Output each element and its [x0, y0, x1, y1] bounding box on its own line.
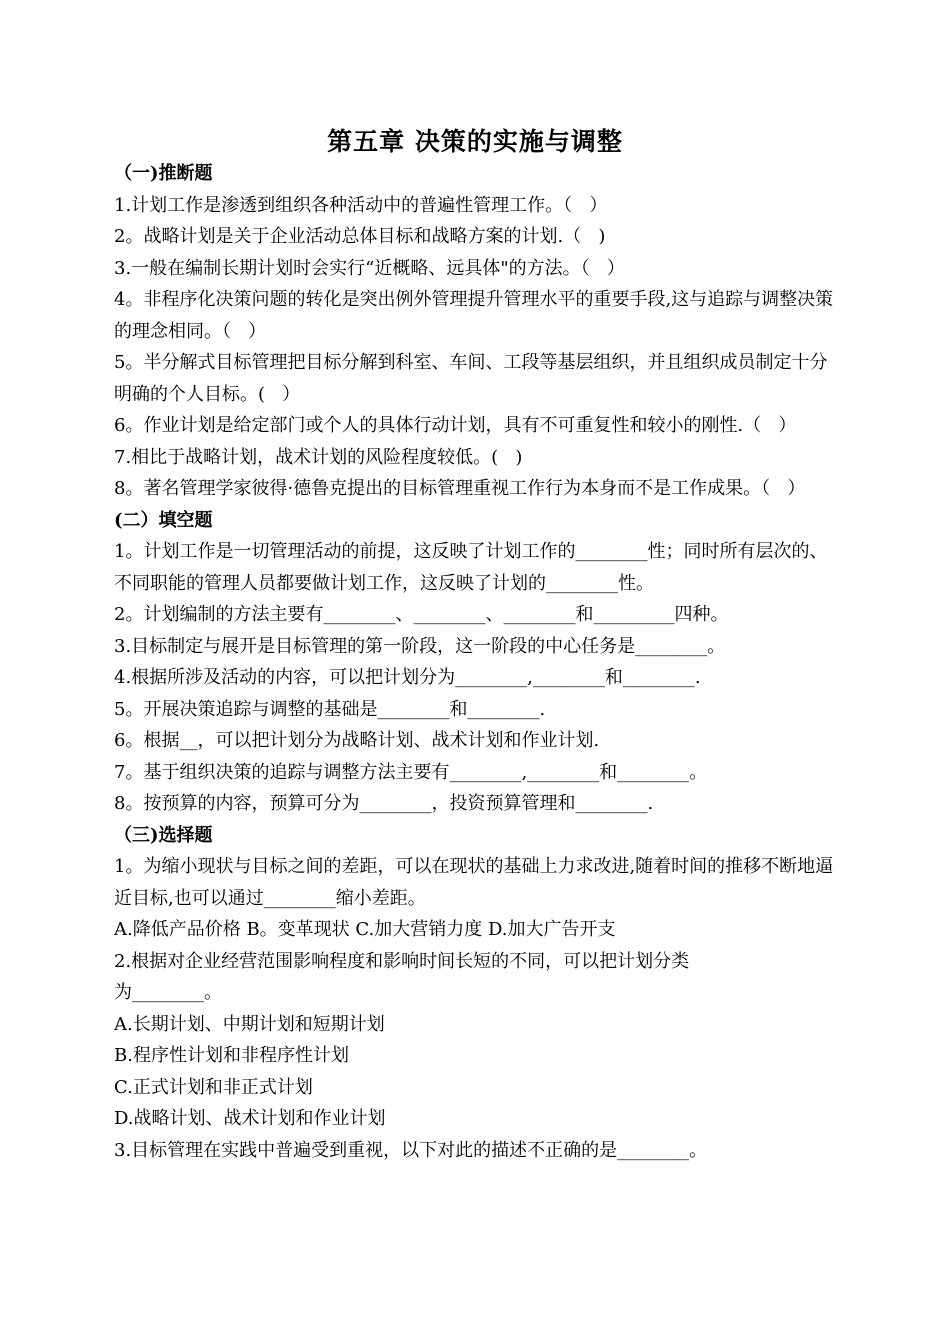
question-item: 3.目标制定与展开是目标管理的第一阶段，这一阶段的中心任务是________。: [114, 635, 726, 657]
question-item: 4.根据所涉及活动的内容，可以把计划分为________,________和________.: [114, 667, 701, 688]
question-item: 1。为缩小现状与目标之间的差距，可以在现状的基础上力求改进,随着时间的推移不断地逼近目标,也可以通过________缩小差距。: [114, 856, 834, 909]
answer-options: A.降低产品价格 B。变革现状 C.加大营销力度 D.加大广告开支: [114, 919, 616, 940]
question-item: 2.根据对企业经营范围影响程度和影响时间长短的不同，可以把计划分类: [114, 950, 690, 972]
question-item: 3.一般在编制长期计划时会实行“近概略、远具体"的方法。（ ）: [114, 257, 625, 279]
question-item: 2。战略计划是关于企业活动总体目标和战略方案的计划.（ ): [114, 226, 606, 247]
question-item: 为________。: [114, 982, 222, 1003]
page-title: 第五章 决策的实施与调整: [327, 127, 623, 156]
question-item: 2。计划编制的方法主要有________、________、________和_________四种。: [114, 604, 729, 625]
question-item: 5。半分解式目标管理把目标分解到科室、车间、工段等基层组织，并且组织成员制定十分明确的个人目标。( ）: [114, 352, 828, 405]
document-body: [114, 158, 840, 1166]
answer-option: B.程序性计划和非程序性计划: [114, 1045, 349, 1066]
question-item: 7。基于组织决策的追踪与调整方法主要有________,________和________。: [114, 761, 708, 783]
answer-option: D.战略计划、战术计划和作业计划: [114, 1108, 386, 1129]
answer-option: A.长期计划、中期计划和短期计划: [114, 1013, 385, 1035]
section-heading-true-false: （一)推断题: [114, 163, 213, 184]
question-item: 4。非程序化决策问题的转化是突出例外管理提升管理水平的重要手段,这与追踪与调整决策的理念相同。（ ）: [114, 289, 834, 342]
question-item: 8。著名管理学家彼得·德鲁克提出的目标管理重视工作行为本身而不是工作成果。（ ）: [114, 478, 806, 499]
section-heading-fill-blank: (二）填空题: [114, 509, 213, 531]
question-item: 7.相比于战略计划，战术计划的风险程度较低。( ): [114, 446, 523, 468]
question-item: 5。开展决策追踪与调整的基础是________和________.: [114, 698, 546, 720]
question-item: 1.计划工作是渗透到组织各种活动中的普遍性管理工作。（ ）: [114, 194, 608, 216]
question-item: 1。计划工作是一切管理活动的前提，这反映了计划工作的________性；同时所有层次的、不同职能的管理人员都要做计划工作，这反映了计划的________性。: [114, 541, 828, 594]
question-item: 8。按预算的内容，预算可分为________，投资预算管理和________.: [114, 793, 654, 814]
question-item: 6。根据__，可以把计划分为战略计划、战术计划和作业计划.: [114, 730, 600, 751]
section-heading-multiple-choice: （三)选择题: [114, 824, 213, 846]
question-item: 3.目标管理在实践中普遍受到重视，以下对此的描述不正确的是________。: [114, 1139, 708, 1161]
answer-option: C.正式计划和非正式计划: [114, 1076, 313, 1098]
question-item: 6。作业计划是给定部门或个人的具体行动计划，具有不可重复性和较小的刚性.（ ）: [114, 415, 797, 436]
